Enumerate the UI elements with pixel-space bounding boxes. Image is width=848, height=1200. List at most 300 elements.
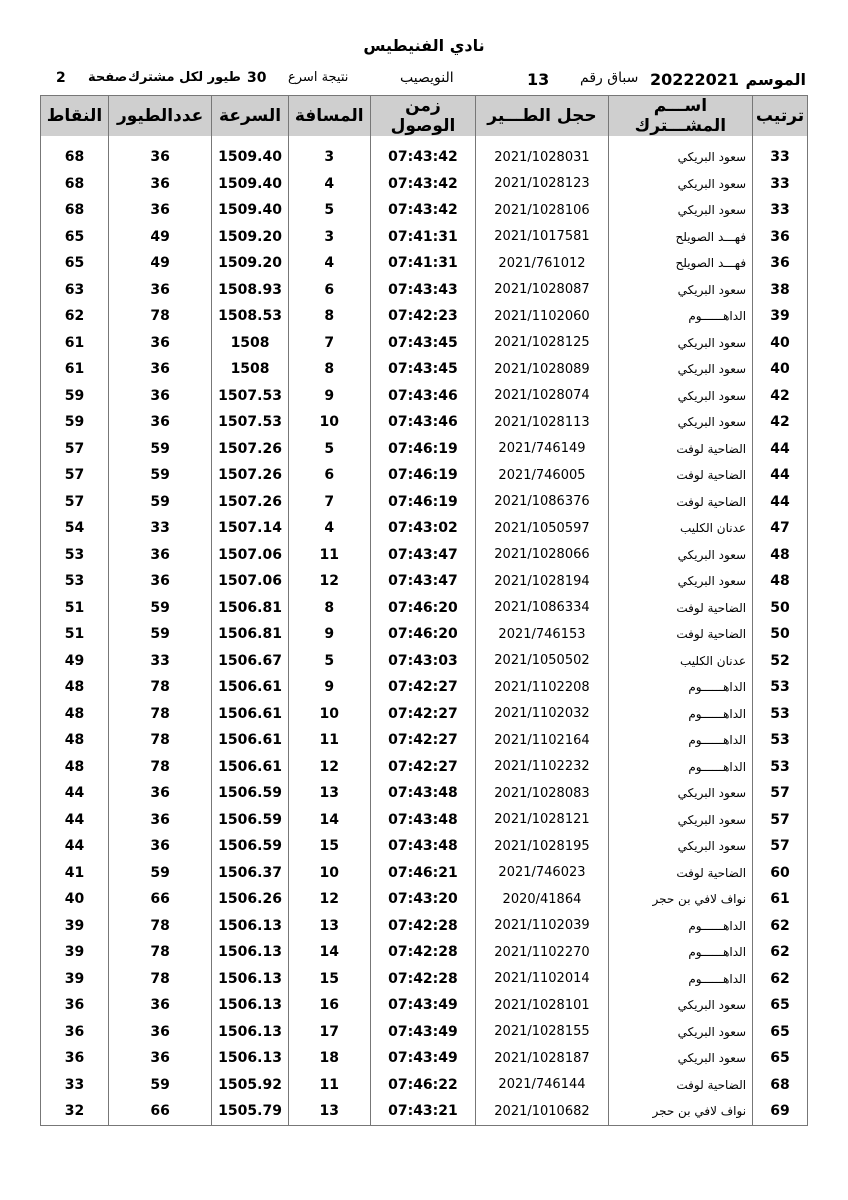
points-cell: 68	[41, 197, 109, 224]
member-cell: الضاحية لوفت	[608, 436, 752, 463]
points-cell: 54	[41, 515, 109, 542]
speed-cell: 1506.59	[212, 780, 288, 807]
ring-cell: 2021/1028195	[476, 833, 609, 860]
rank-cell: 62	[753, 939, 808, 966]
table-row	[41, 754, 808, 781]
member-cell: عدنان الكليب	[608, 515, 752, 542]
distance-cell: 12	[288, 886, 370, 913]
ring-cell: 2021/1017581	[476, 224, 609, 251]
season-label: الموسم	[745, 70, 806, 89]
table-row	[41, 992, 808, 1019]
speed-cell: 1505.79	[212, 1098, 288, 1125]
distance-cell: 11	[288, 727, 370, 754]
bird-count-cell: 78	[108, 303, 211, 330]
rank-cell: 36	[753, 224, 808, 251]
ring-cell: 2021/1028101	[476, 992, 609, 1019]
ring-cell: 2021/1102060	[476, 303, 609, 330]
points-cell: 48	[41, 754, 109, 781]
member-cell: سعود البريكي	[608, 568, 752, 595]
arrival-cell: 07:43:48	[370, 807, 476, 834]
points-cell: 62	[41, 303, 109, 330]
table-row	[41, 727, 808, 754]
table-row	[41, 197, 808, 224]
speed-cell: 1506.13	[212, 1045, 288, 1072]
result-label: نتيجة اسرع	[288, 70, 349, 85]
distance-cell: 6	[288, 462, 370, 489]
table-row	[41, 330, 808, 357]
distance-cell: 5	[288, 436, 370, 463]
table-row	[41, 807, 808, 834]
distance-cell: 13	[288, 913, 370, 940]
ring-cell: 2021/1086376	[476, 489, 609, 516]
ring-cell: 2021/1028121	[476, 807, 609, 834]
member-cell: الضاحية لوفت	[608, 462, 752, 489]
arrival-cell: 07:43:42	[370, 144, 476, 171]
table-row	[41, 224, 808, 251]
season-value: 20222021	[650, 70, 740, 89]
points-cell: 53	[41, 568, 109, 595]
distance-cell: 6	[288, 277, 370, 304]
arrival-cell: 07:42:23	[370, 303, 476, 330]
distance-cell: 9	[288, 674, 370, 701]
speed-cell: 1509.40	[212, 197, 288, 224]
points-cell: 33	[41, 1072, 109, 1099]
bird-count-cell: 36	[108, 1019, 211, 1046]
table-row	[41, 250, 808, 277]
arrival-cell: 07:43:48	[370, 833, 476, 860]
distance-cell: 11	[288, 1072, 370, 1099]
member-cell: الضاحية لوفت	[608, 860, 752, 887]
bird-count-cell: 78	[108, 939, 211, 966]
ring-cell: 2021/1050597	[476, 515, 609, 542]
bird-count-cell: 36	[108, 277, 211, 304]
bird-count-cell: 78	[108, 727, 211, 754]
ring-cell: 2021/1050502	[476, 648, 609, 675]
spacer-row	[41, 136, 808, 144]
points-cell: 48	[41, 727, 109, 754]
rank-cell: 53	[753, 754, 808, 781]
distance-cell: 5	[288, 648, 370, 675]
speed-cell: 1508	[212, 330, 288, 357]
arrival-cell: 07:43:20	[370, 886, 476, 913]
table-row	[41, 621, 808, 648]
rank-cell: 53	[753, 674, 808, 701]
bird-count-cell: 36	[108, 992, 211, 1019]
table-row	[41, 860, 808, 887]
bird-count-cell: 49	[108, 224, 211, 251]
rank-cell: 40	[753, 356, 808, 383]
bird-count-cell: 59	[108, 436, 211, 463]
bird-count-cell: 59	[108, 860, 211, 887]
bird-count-cell: 36	[108, 780, 211, 807]
table-row	[41, 436, 808, 463]
race-number-label: سباق رقم	[580, 70, 639, 86]
table-row	[41, 171, 808, 198]
table-row	[41, 886, 808, 913]
rank-cell: 36	[753, 250, 808, 277]
distance-cell: 7	[288, 489, 370, 516]
member-cell: الداهــــــوم	[608, 674, 752, 701]
bird-count-cell: 36	[108, 542, 211, 569]
points-cell: 39	[41, 966, 109, 993]
race-number-value: 13	[527, 70, 550, 89]
ring-cell: 2021/1028155	[476, 1019, 609, 1046]
rank-cell: 62	[753, 966, 808, 993]
col-points: النقاط	[41, 96, 109, 137]
member-cell: سعود البريكي	[608, 330, 752, 357]
speed-cell: 1507.06	[212, 568, 288, 595]
bird-count-cell: 36	[108, 330, 211, 357]
points-cell: 63	[41, 277, 109, 304]
distance-cell: 15	[288, 966, 370, 993]
rank-cell: 42	[753, 383, 808, 410]
points-cell: 65	[41, 224, 109, 251]
rank-cell: 50	[753, 595, 808, 622]
ring-cell: 2021/1028083	[476, 780, 609, 807]
rank-cell: 38	[753, 277, 808, 304]
arrival-cell: 07:43:42	[370, 171, 476, 198]
rank-cell: 44	[753, 489, 808, 516]
distance-cell: 17	[288, 1019, 370, 1046]
bird-count-cell: 78	[108, 754, 211, 781]
distance-cell: 3	[288, 144, 370, 171]
arrival-cell: 07:43:45	[370, 356, 476, 383]
arrival-cell: 07:42:27	[370, 727, 476, 754]
points-cell: 57	[41, 489, 109, 516]
table-row	[41, 648, 808, 675]
member-cell: سعود البريكي	[608, 542, 752, 569]
distance-cell: 8	[288, 356, 370, 383]
bird-count-cell: 59	[108, 595, 211, 622]
points-cell: 48	[41, 674, 109, 701]
points-cell: 36	[41, 1045, 109, 1072]
distance-cell: 4	[288, 171, 370, 198]
distance-cell: 4	[288, 515, 370, 542]
arrival-cell: 07:42:28	[370, 939, 476, 966]
ring-cell: 2021/746153	[476, 621, 609, 648]
points-cell: 51	[41, 621, 109, 648]
distance-cell: 12	[288, 754, 370, 781]
arrival-cell: 07:43:02	[370, 515, 476, 542]
page-number: 2	[56, 70, 66, 86]
results-body	[41, 136, 808, 1125]
member-cell: عدنان الكليب	[608, 648, 752, 675]
member-cell: الضاحية لوفت	[608, 489, 752, 516]
results-table	[40, 95, 808, 1126]
member-cell: سعود البريكي	[608, 144, 752, 171]
ring-cell: 2021/1028089	[476, 356, 609, 383]
points-cell: 44	[41, 807, 109, 834]
arrival-cell: 07:43:48	[370, 780, 476, 807]
bird-count-cell: 36	[108, 409, 211, 436]
arrival-cell: 07:43:43	[370, 277, 476, 304]
speed-cell: 1508.53	[212, 303, 288, 330]
speed-cell: 1506.61	[212, 754, 288, 781]
arrival-cell: 07:46:20	[370, 621, 476, 648]
member-cell: سعود البريكي	[608, 1019, 752, 1046]
ring-cell: 2021/1028113	[476, 409, 609, 436]
rank-cell: 47	[753, 515, 808, 542]
speed-cell: 1509.40	[212, 171, 288, 198]
distance-cell: 4	[288, 250, 370, 277]
bird-count-cell: 36	[108, 171, 211, 198]
ring-cell: 2021/746149	[476, 436, 609, 463]
arrival-cell: 07:43:03	[370, 648, 476, 675]
points-cell: 59	[41, 383, 109, 410]
rank-cell: 68	[753, 1072, 808, 1099]
bird-count-cell: 59	[108, 621, 211, 648]
ring-cell: 2021/1102032	[476, 701, 609, 728]
member-cell: سعود البريكي	[608, 780, 752, 807]
ring-cell: 2021/1010682	[476, 1098, 609, 1125]
rank-cell: 33	[753, 197, 808, 224]
arrival-cell: 07:46:19	[370, 489, 476, 516]
points-cell: 68	[41, 171, 109, 198]
rank-cell: 40	[753, 330, 808, 357]
rank-cell: 39	[753, 303, 808, 330]
ring-cell: 2021/746005	[476, 462, 609, 489]
speed-cell: 1507.14	[212, 515, 288, 542]
arrival-cell: 07:42:27	[370, 754, 476, 781]
points-cell: 36	[41, 1019, 109, 1046]
distance-cell: 11	[288, 542, 370, 569]
bird-count-cell: 33	[108, 648, 211, 675]
arrival-cell: 07:43:47	[370, 568, 476, 595]
race-info-line	[0, 70, 848, 92]
member-cell: نواف لافي بن حجر	[608, 1098, 752, 1125]
member-cell: الضاحية لوفت	[608, 595, 752, 622]
ring-cell: 2021/1028031	[476, 144, 609, 171]
points-cell: 41	[41, 860, 109, 887]
table-row	[41, 1098, 808, 1125]
table-row	[41, 356, 808, 383]
points-cell: 65	[41, 250, 109, 277]
ring-cell: 2020/41864	[476, 886, 609, 913]
page-label: صفحة	[88, 70, 128, 85]
speed-cell: 1506.81	[212, 595, 288, 622]
member-cell: سعود البريكي	[608, 197, 752, 224]
table-row	[41, 144, 808, 171]
speed-cell: 1506.61	[212, 674, 288, 701]
rank-cell: 33	[753, 144, 808, 171]
member-cell: سعود البريكي	[608, 356, 752, 383]
birds-value: 30	[247, 70, 267, 86]
rank-cell: 57	[753, 833, 808, 860]
speed-cell: 1507.26	[212, 462, 288, 489]
table-header-row	[41, 96, 808, 137]
bird-count-cell: 49	[108, 250, 211, 277]
ring-cell: 2021/1028194	[476, 568, 609, 595]
distance-cell: 8	[288, 303, 370, 330]
speed-cell: 1508.93	[212, 277, 288, 304]
points-cell: 39	[41, 913, 109, 940]
table-row	[41, 939, 808, 966]
ring-cell: 2021/761012	[476, 250, 609, 277]
rank-cell: 48	[753, 568, 808, 595]
points-cell: 48	[41, 701, 109, 728]
table-row	[41, 409, 808, 436]
rank-cell: 62	[753, 913, 808, 940]
ring-cell: 2021/1028074	[476, 383, 609, 410]
member-cell: الضاحية لوفت	[608, 621, 752, 648]
arrival-cell: 07:43:49	[370, 1019, 476, 1046]
distance-cell: 3	[288, 224, 370, 251]
speed-cell: 1507.53	[212, 409, 288, 436]
table-row	[41, 277, 808, 304]
bird-count-cell: 36	[108, 356, 211, 383]
member-cell: سعود البريكي	[608, 833, 752, 860]
points-cell: 49	[41, 648, 109, 675]
member-cell: الداهــــــوم	[608, 939, 752, 966]
arrival-cell: 07:41:31	[370, 250, 476, 277]
table-row	[41, 489, 808, 516]
member-cell: سعود البريكي	[608, 409, 752, 436]
bird-count-cell: 78	[108, 701, 211, 728]
member-cell: الداهــــــوم	[608, 966, 752, 993]
member-cell: سعود البريكي	[608, 992, 752, 1019]
table-row	[41, 674, 808, 701]
member-cell: نواف لافي بن حجر	[608, 886, 752, 913]
bird-count-cell: 36	[108, 383, 211, 410]
birds-per-member-label: طيور لكل مشترك	[128, 70, 241, 85]
col-bird-count: عددالطيور	[108, 96, 211, 137]
table-row	[41, 833, 808, 860]
bird-count-cell: 33	[108, 515, 211, 542]
points-cell: 53	[41, 542, 109, 569]
bird-count-cell: 36	[108, 568, 211, 595]
col-ring: حجل الطـــير	[476, 96, 609, 137]
rank-cell: 65	[753, 992, 808, 1019]
bird-count-cell: 36	[108, 1045, 211, 1072]
member-cell: الداهــــــوم	[608, 727, 752, 754]
speed-cell: 1507.53	[212, 383, 288, 410]
ring-cell: 2021/746023	[476, 860, 609, 887]
member-cell: سعود البريكي	[608, 807, 752, 834]
rank-cell: 53	[753, 727, 808, 754]
speed-cell: 1506.59	[212, 833, 288, 860]
speed-cell: 1506.67	[212, 648, 288, 675]
speed-cell: 1509.40	[212, 144, 288, 171]
ring-cell: 2021/1086334	[476, 595, 609, 622]
rank-cell: 57	[753, 780, 808, 807]
table-row	[41, 966, 808, 993]
table-row	[41, 462, 808, 489]
speed-cell: 1507.26	[212, 489, 288, 516]
ring-cell: 2021/1028123	[476, 171, 609, 198]
arrival-cell: 07:42:27	[370, 701, 476, 728]
bird-count-cell: 59	[108, 489, 211, 516]
points-cell: 40	[41, 886, 109, 913]
table-row	[41, 1045, 808, 1072]
table-row	[41, 595, 808, 622]
distance-cell: 9	[288, 621, 370, 648]
distance-cell: 18	[288, 1045, 370, 1072]
speed-cell: 1507.06	[212, 542, 288, 569]
arrival-cell: 07:43:21	[370, 1098, 476, 1125]
ring-cell: 2021/1028066	[476, 542, 609, 569]
points-cell: 39	[41, 939, 109, 966]
col-distance: المسافة	[288, 96, 370, 137]
speed-cell: 1506.26	[212, 886, 288, 913]
ring-cell: 2021/1028187	[476, 1045, 609, 1072]
col-arrival: زمن الوصول	[370, 96, 476, 137]
rank-cell: 61	[753, 886, 808, 913]
arrival-cell: 07:42:28	[370, 966, 476, 993]
bird-count-cell: 36	[108, 833, 211, 860]
arrival-cell: 07:43:49	[370, 992, 476, 1019]
points-cell: 44	[41, 780, 109, 807]
points-cell: 44	[41, 833, 109, 860]
rank-cell: 42	[753, 409, 808, 436]
ring-cell: 2021/746144	[476, 1072, 609, 1099]
ring-cell: 2021/1028125	[476, 330, 609, 357]
arrival-cell: 07:43:45	[370, 330, 476, 357]
rank-cell: 52	[753, 648, 808, 675]
arrival-cell: 07:43:49	[370, 1045, 476, 1072]
member-cell: الداهــــــوم	[608, 303, 752, 330]
arrival-cell: 07:43:46	[370, 383, 476, 410]
bird-count-cell: 59	[108, 462, 211, 489]
points-cell: 61	[41, 356, 109, 383]
member-cell: سعود البريكي	[608, 383, 752, 410]
member-cell: فهـــد الصويلح	[608, 224, 752, 251]
member-cell: الداهــــــوم	[608, 913, 752, 940]
rank-cell: 53	[753, 701, 808, 728]
distance-cell: 8	[288, 595, 370, 622]
ring-cell: 2021/1102232	[476, 754, 609, 781]
member-cell: الضاحية لوفت	[608, 1072, 752, 1099]
arrival-cell: 07:46:22	[370, 1072, 476, 1099]
points-cell: 68	[41, 144, 109, 171]
speed-cell: 1506.81	[212, 621, 288, 648]
bird-count-cell: 59	[108, 1072, 211, 1099]
table-row	[41, 701, 808, 728]
table-row	[41, 780, 808, 807]
member-cell: الداهــــــوم	[608, 701, 752, 728]
distance-cell: 10	[288, 860, 370, 887]
speed-cell: 1509.20	[212, 250, 288, 277]
speed-cell: 1506.37	[212, 860, 288, 887]
speed-cell: 1505.92	[212, 1072, 288, 1099]
points-cell: 57	[41, 436, 109, 463]
bird-count-cell: 36	[108, 197, 211, 224]
rank-cell: 65	[753, 1019, 808, 1046]
club-name: نادي الفنيطيس	[363, 36, 485, 55]
table-row	[41, 303, 808, 330]
bird-count-cell: 66	[108, 1098, 211, 1125]
speed-cell: 1506.13	[212, 1019, 288, 1046]
arrival-cell: 07:42:27	[370, 674, 476, 701]
table-row	[41, 1019, 808, 1046]
member-cell: الداهــــــوم	[608, 754, 752, 781]
speed-cell: 1507.26	[212, 436, 288, 463]
distance-cell: 14	[288, 807, 370, 834]
speed-cell: 1506.61	[212, 701, 288, 728]
table-row	[41, 1072, 808, 1099]
distance-cell: 5	[288, 197, 370, 224]
rank-cell: 33	[753, 171, 808, 198]
arrival-cell: 07:43:46	[370, 409, 476, 436]
points-cell: 36	[41, 992, 109, 1019]
table-row	[41, 913, 808, 940]
bird-count-cell: 78	[108, 966, 211, 993]
points-cell: 59	[41, 409, 109, 436]
speed-cell: 1506.13	[212, 992, 288, 1019]
speed-cell: 1506.13	[212, 966, 288, 993]
speed-cell: 1506.13	[212, 913, 288, 940]
points-cell: 61	[41, 330, 109, 357]
ring-cell: 2021/1102208	[476, 674, 609, 701]
